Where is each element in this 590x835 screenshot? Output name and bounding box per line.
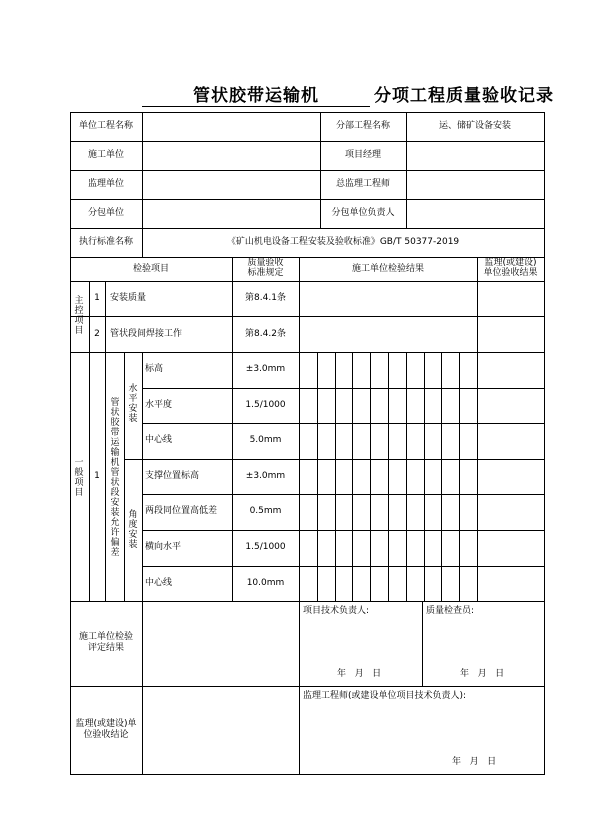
general-row-name: 中心线 — [145, 578, 173, 588]
col-supervision-header-2: 单位验收结果 — [483, 268, 538, 278]
col-spec-header-2: 标准规定 — [247, 268, 284, 278]
sub-project-field[interactable]: 运、储矿设备安装 — [438, 121, 511, 131]
col-supervision-header-1: 监理(或建设) — [484, 258, 537, 268]
contractor-eval-label-1: 施工单位检验 — [78, 632, 133, 642]
general-row-name: 中心线 — [145, 435, 173, 445]
general-row-spec: 0.5mm — [249, 506, 282, 516]
title-project-name: 管状胶带运输机 — [142, 86, 370, 107]
angle-install-label: 角度安装 — [128, 510, 138, 550]
main-item-no: 1 — [94, 293, 100, 303]
general-row-spec: 1.5/1000 — [245, 400, 286, 410]
chief-engineer-label: 总监理工程师 — [335, 179, 390, 189]
general-row-name: 两段同位置高低差 — [145, 506, 218, 516]
sub-project-label: 分部工程名称 — [335, 121, 390, 131]
main-item-name: 管状段间焊接工作 — [110, 329, 183, 339]
contractor-eval-label-2: 评定结果 — [87, 643, 124, 653]
inspector-label: 质量检查员: — [426, 606, 475, 616]
main-item-no: 2 — [94, 329, 100, 339]
general-item-no: 1 — [94, 471, 100, 481]
general-row-name: 水平度 — [145, 400, 173, 410]
supervision-date: 年 月 日 — [452, 757, 497, 767]
contractor-label: 施工单位 — [87, 150, 124, 160]
supervision-eval-label-2: 位验收结论 — [83, 730, 129, 740]
standard-label: 执行标准名称 — [78, 237, 133, 247]
title-suffix: 分项工程质量验收记录 — [374, 86, 554, 106]
main-item-name: 安装质量 — [110, 293, 147, 303]
inspector-date: 年 月 日 — [460, 669, 505, 679]
unit-project-label: 单位工程名称 — [78, 121, 133, 131]
project-manager-label: 项目经理 — [344, 150, 381, 160]
standard-value: 《矿山机电设备工程安装及验收标准》GB/T 50377-2019 — [226, 237, 460, 247]
col-item-header: 检验项目 — [132, 264, 169, 274]
main-item-spec: 第8.4.2条 — [245, 329, 286, 339]
general-row-spec: 1.5/1000 — [245, 542, 286, 552]
supervision-eval-label-1: 监理(或建设)单 — [75, 719, 137, 729]
main-item-spec: 第8.4.1条 — [245, 293, 286, 303]
general-row-spec: 5.0mm — [249, 435, 282, 445]
col-result-header: 施工单位检验结果 — [351, 264, 424, 274]
supervision-engineer-label: 监理工程师(或建设单位项目技术负责人): — [303, 691, 467, 701]
tech-lead-date: 年 月 日 — [337, 669, 382, 679]
general-row-spec: 10.0mm — [246, 578, 285, 588]
subcontractor-head-label: 分包单位负责人 — [331, 208, 395, 218]
tech-lead-label: 项目技术负责人: — [303, 606, 370, 616]
main-control-group-label: 主控项目 — [74, 296, 84, 336]
supervisor-label: 监理单位 — [87, 179, 124, 189]
general-row-name: 支撑位置标高 — [145, 471, 200, 481]
horizontal-install-label: 水平安装 — [128, 384, 138, 424]
col-spec-header-1: 质量验收 — [247, 258, 284, 268]
general-row-name: 标高 — [145, 364, 164, 374]
general-row-spec: ±3.0mm — [245, 471, 286, 481]
subcontractor-label: 分包单位 — [87, 208, 124, 218]
general-row-name: 横向水平 — [145, 542, 182, 552]
general-category-label: 管状胶带运输机管状段安装允许偏差 — [110, 398, 120, 558]
general-group-label: 一般项目 — [74, 458, 84, 498]
general-row-spec: ±3.0mm — [245, 364, 286, 374]
